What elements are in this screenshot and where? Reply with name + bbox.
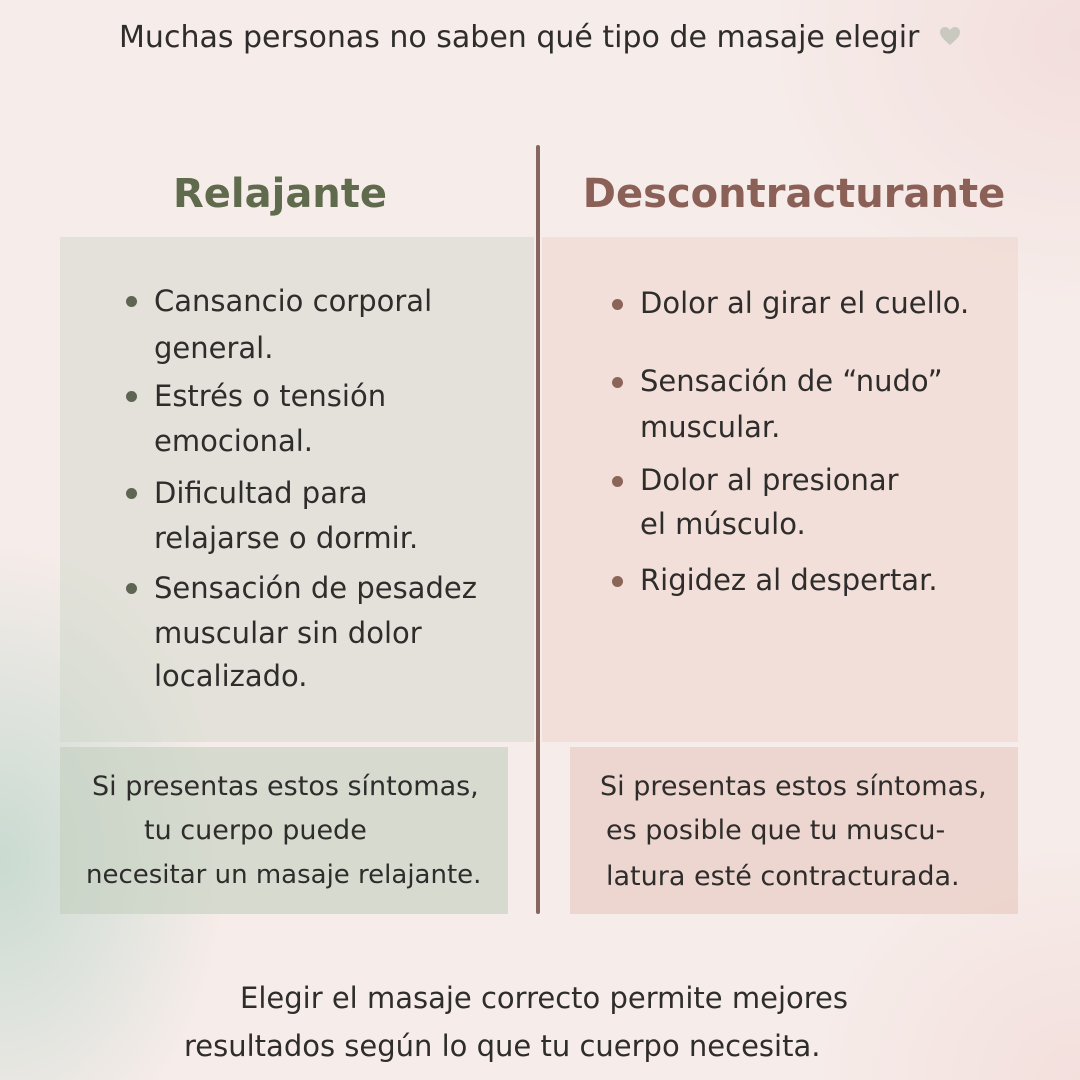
- bullet-dot: [612, 299, 623, 310]
- note-line: latura esté contracturada.: [606, 861, 960, 892]
- bullet-line: Sensación de pesadez: [154, 571, 477, 605]
- bullet-dot: [612, 377, 623, 388]
- descontracturante-title: Descontracturante: [582, 171, 1006, 217]
- relajante-title: Relajante: [172, 171, 388, 217]
- bullet-dot: [126, 391, 137, 402]
- bullet-line: Cansancio corporal: [154, 284, 433, 318]
- header-line: [0, 18, 1080, 58]
- relajante-note-box: [60, 747, 508, 914]
- heart-icon: [939, 26, 961, 46]
- bullet-line: Dolor al girar el cuello.: [640, 286, 970, 320]
- bullet-line: localizado.: [154, 659, 308, 693]
- column-divider: [536, 145, 540, 914]
- footer-line: Elegir el masaje correcto permite mejores: [240, 981, 848, 1015]
- bullet-line: Sensación de “nudo”: [640, 364, 943, 398]
- bullet-line: relajarse o dormir.: [154, 521, 419, 555]
- bullet-line: Estrés o tensión: [154, 379, 387, 413]
- note-line: necesitar un masaje relajante.: [86, 860, 482, 890]
- bullet-line: el músculo.: [640, 507, 806, 541]
- note-line: Si presentas estos síntomas,: [600, 771, 987, 802]
- note-line: es posible que tu muscu-: [606, 815, 946, 846]
- bullet-dot: [126, 296, 137, 307]
- bullet-dot: [612, 576, 623, 587]
- bullet-line: Dolor al presionar: [640, 463, 899, 497]
- bullet-dot: [126, 488, 137, 499]
- bullet-line: muscular.: [640, 410, 781, 444]
- descontracturante-note-box: [570, 747, 1018, 914]
- bullet-line: general.: [154, 331, 274, 365]
- relajante-symptoms-panel: [60, 237, 534, 742]
- note-line: Si presentas estos síntomas,: [92, 771, 479, 802]
- bullet-line: Dificultad para: [154, 476, 368, 510]
- header-text: Muchas personas no saben qué tipo de masaje elegir: [119, 20, 920, 55]
- bullet-dot: [612, 476, 623, 487]
- descontracturante-symptoms-panel: [542, 237, 1018, 742]
- bullet-dot: [126, 583, 137, 594]
- bullet-line: muscular sin dolor: [154, 616, 422, 650]
- note-line: tu cuerpo puede: [144, 815, 367, 846]
- footer-line: resultados según lo que tu cuerpo necesita.: [184, 1029, 821, 1063]
- bullet-line: Rigidez al despertar.: [640, 563, 938, 597]
- bullet-line: emocional.: [154, 424, 314, 458]
